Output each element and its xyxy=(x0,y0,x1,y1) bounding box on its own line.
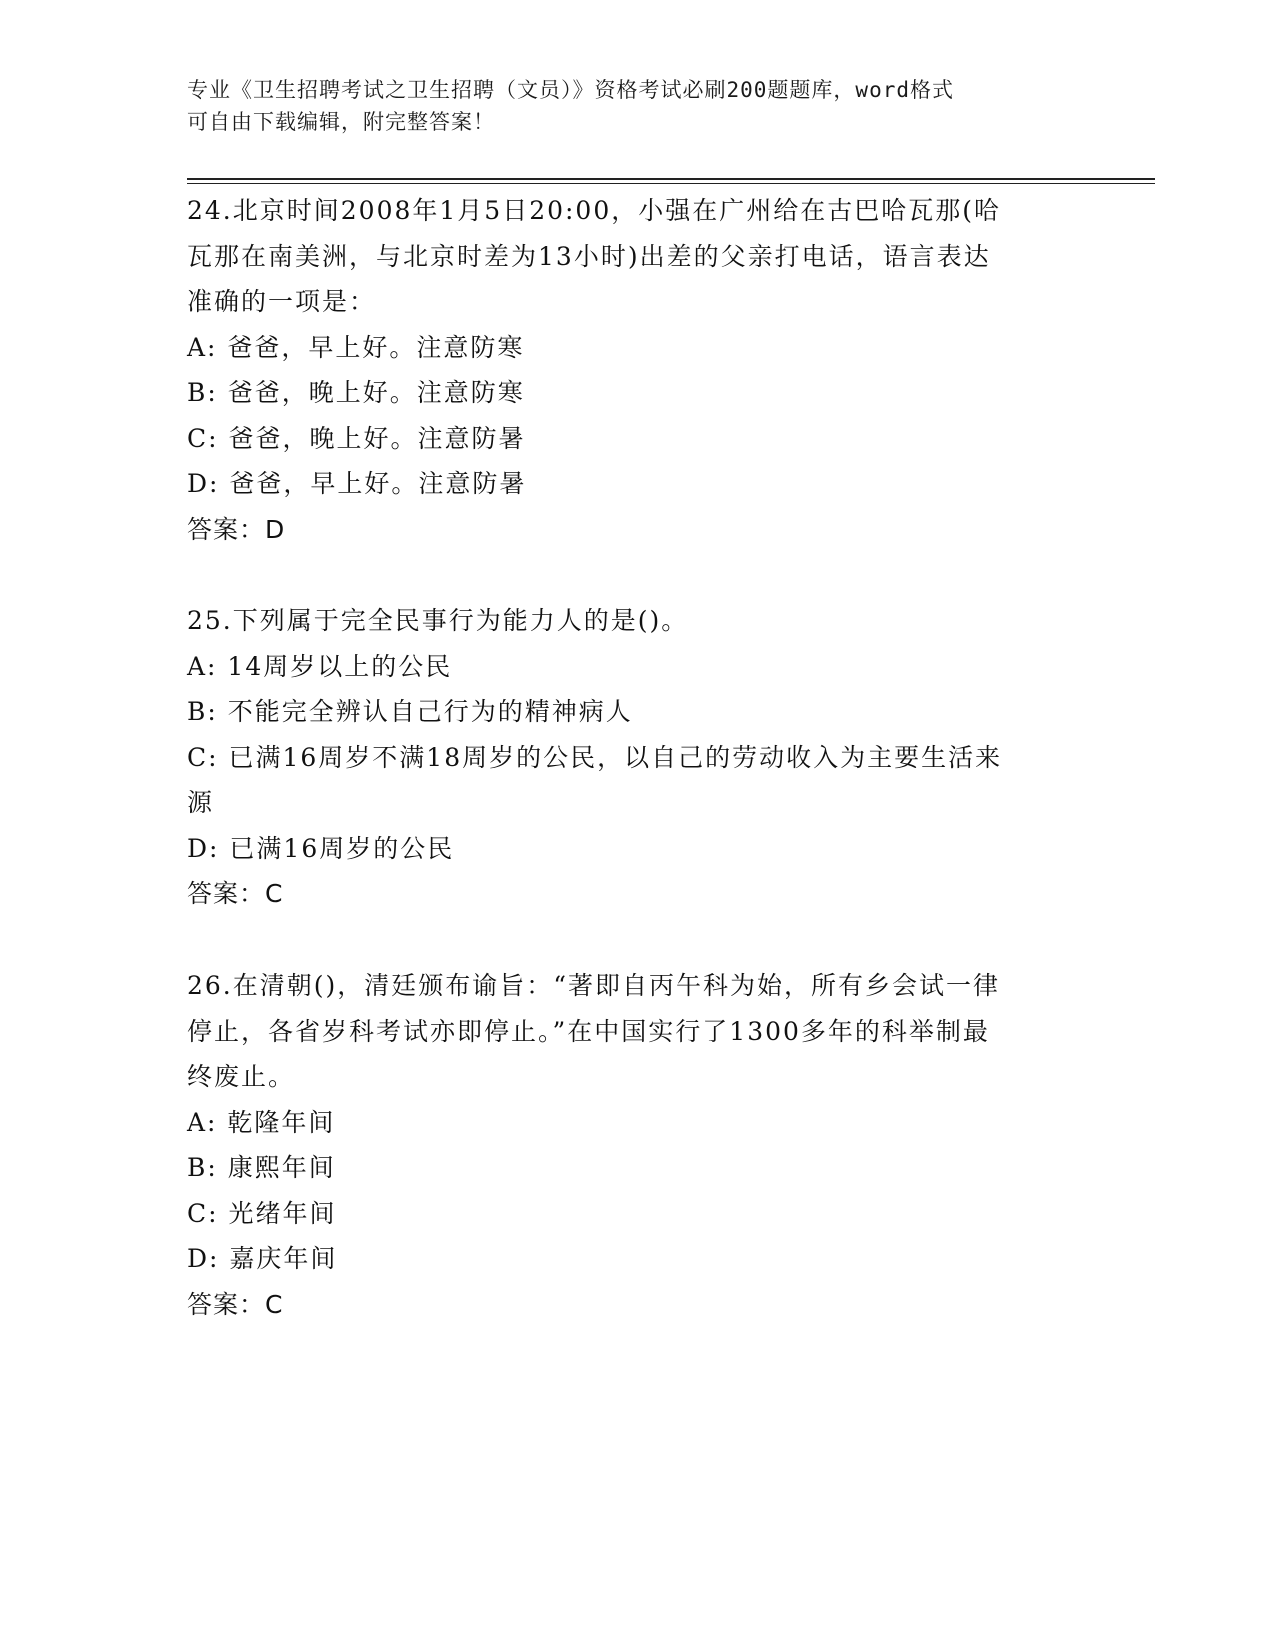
question-stem-line: 24.北京时间2008年1月5日20:00，小强在广州给在古巴哈瓦那(哈 xyxy=(187,196,1001,225)
option-b: B: 爸爸，晚上好。注意防寒 xyxy=(187,378,525,407)
header-divider xyxy=(187,178,1155,180)
document-header xyxy=(187,74,1067,138)
question-stem-line: 终废止。 xyxy=(187,1062,296,1091)
option-a: A: 乾隆年间 xyxy=(187,1107,336,1137)
option-c-continued: 源 xyxy=(187,788,215,817)
question-stem-line: 26.在清朝()，清廷颁布谕旨：“著即自丙午科为始，所有乡会试一律 xyxy=(187,971,1001,1000)
header-line-1: 专业《卫生招聘考试之卫生招聘（文员）》资格考试必刷200题题库，word格式 xyxy=(187,78,954,102)
answer-line: 答案：C xyxy=(187,1289,284,1319)
question-stem-line: 25.下列属于完全民事行为能力人的是()。 xyxy=(187,606,689,635)
question-26 xyxy=(187,963,1087,1327)
option-c: C: 已满16周岁不满18周岁的公民，以自己的劳动收入为主要生活来 xyxy=(187,742,1003,772)
option-b: B: 不能完全辨认自己行为的精神病人 xyxy=(187,697,633,726)
option-a: A: 爸爸，早上好。注意防寒 xyxy=(187,332,525,362)
option-a: A: 14周岁以上的公民 xyxy=(187,651,453,681)
answer-line: 答案：C xyxy=(187,879,284,908)
answer-line: 答案：D xyxy=(187,514,286,544)
option-b: B: 康熙年间 xyxy=(187,1153,336,1182)
option-d: D: 爸爸，早上好。注意防暑 xyxy=(187,469,527,498)
header-divider-thin xyxy=(187,183,1155,184)
header-line-2: 可自由下载编辑，附完整答案！ xyxy=(187,110,495,134)
option-c: C: 爸爸，晚上好。注意防暑 xyxy=(187,423,526,453)
question-24 xyxy=(187,188,1087,552)
question-stem-line: 准确的一项是： xyxy=(187,287,377,316)
option-c: C: 光绪年间 xyxy=(187,1198,337,1228)
question-stem-line: 瓦那在南美洲，与北京时差为13小时)出差的父亲打电话，语言表达 xyxy=(187,241,991,271)
option-d: D: 嘉庆年间 xyxy=(187,1244,338,1273)
question-25 xyxy=(187,598,1087,917)
question-stem-line: 停止，各省岁科考试亦即停止。”在中国实行了1300多年的科举制最 xyxy=(187,1016,990,1046)
option-d: D: 已满16周岁的公民 xyxy=(187,833,455,863)
